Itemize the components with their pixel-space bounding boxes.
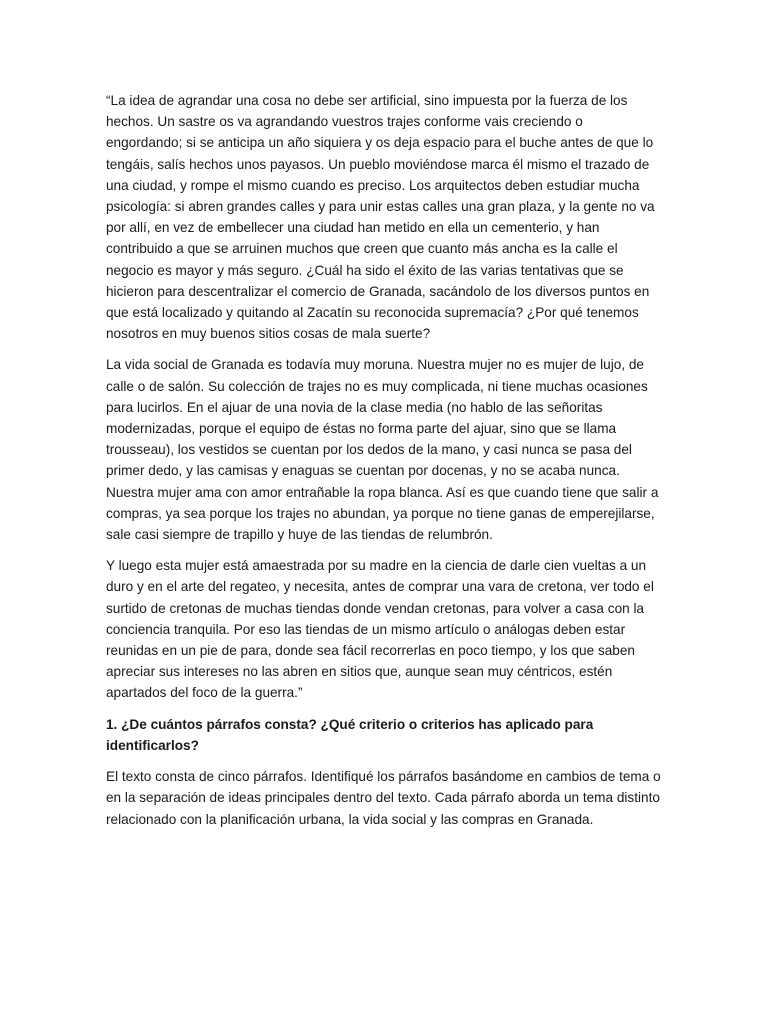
paragraph-2: La vida social de Granada es todavía muy moruna. Nuestra mujer no es mujer de lujo, de calle o de salón. Su colección de trajes no es muy complicada, ni tiene muchas ocasiones para lucirlos. En el ajuar de una novia de la clase media (no hablo de las señoritas modernizadas, porque el equipo de éstas no forma parte del ajuar, sino que se llama trousseau), los vestidos se cuentan por los dedos de la mano, y casi nunca se pasa del primer dedo, y las camisas y enaguas se cuentan por docenas, y no se acaba nunca. Nuestra mujer ama con amor entrañable la ropa blanca. Así es que cuando tiene que salir a compras, ya sea porque los trajes no abundan, ya porque no tiene ganas de emperejilarse, sale casi siempre de trapillo y huye de las tiendas de relumbrón. xyxy=(106,357,659,543)
paragraph-3: Y luego esta mujer está amaestrada por su madre en la ciencia de darle cien vueltas a un duro y en el arte del regateo, y necesita, antes de comprar una vara de cretona, ver todo el surtido de cretonas de muchas tiendas donde vendan cretonas, para volver a casa con la conciencia tranquila. Por eso las tiendas de un mismo artículo o análogas deben estar reunidas en un pie de para, donde sea fácil recorrerlas en poco tiempo, y los que saben apreciar sus intereses no las abren en sitios que, aunque sean muy céntricos, estén apartados del foco de la guerra.” xyxy=(106,558,654,701)
question-heading: 1. ¿De cuántos párrafos consta? ¿Qué criterio o criterios has aplicado para identificarlos? xyxy=(106,716,594,753)
document-body xyxy=(106,90,662,840)
paragraph-1: “La idea de agrandar una cosa no debe ser artificial, sino impuesta por la fuerza de los hechos. Un sastre os va agrandando vuestros trajes conforme vais creciendo o engordando; si se anticipa un año siquiera y os deja espacio para el buche antes de que lo tengáis, salís hechos unos payasos. Un pueblo moviéndose marca él mismo el trazado de una ciudad, y rompe el mismo cuando es preciso. Los arquitectos deben estudiar mucha psicología: si abren grandes calles y para unir estas calles una gran plaza, y la gente no va por allí, en vez de embellecer una ciudad han metido en ella un cementerio, y han contribuido a que se arruinen muchos que creen que cuanto más ancha es la calle el negocio es mayor y más seguro. ¿Cuál ha sido el éxito de las varias tentativas que se hicieron para descentralizar el comercio de Granada, sacándolo de los diversos puntos en que está localizado y quitando al Zacatín su reconocida supremacía? ¿Por qué tenemos nosotros en muy buenos sitios cosas de mala suerte? xyxy=(106,93,655,342)
answer-paragraph: El texto consta de cinco párrafos. Identifiqué los párrafos basándome en cambios de tema o en la separación de ideas principales dentro del texto. Cada párrafo aborda un tema distinto relacionado con la planificación urbana, la vida social y las compras en Granada. xyxy=(106,769,661,827)
